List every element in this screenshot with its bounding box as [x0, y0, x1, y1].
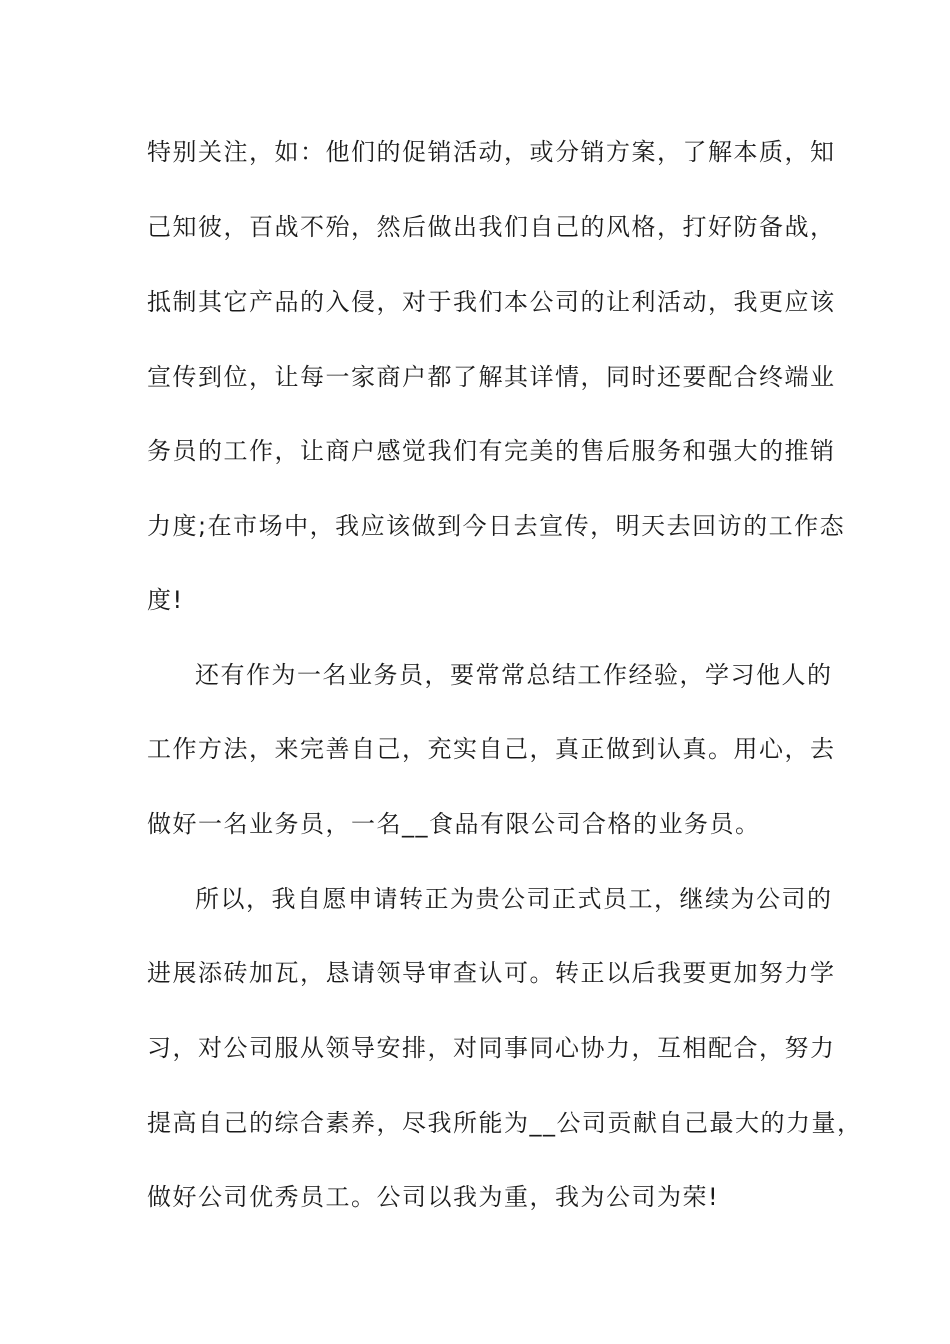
paragraph-3-line-3: 习，对公司服从领导安排，对同事同心协力，互相配合，努力 [147, 1034, 836, 1062]
paragraph-3-line-2: 进展添砖加瓦，恳请领导审查认可。转正以后我要更加努力学 [147, 959, 836, 987]
paragraph-3-line-1: 所以，我自愿申请转正为贵公司正式员工，继续为公司的 [195, 885, 833, 913]
paragraph-1-line-6: 力度;在市场中，我应该做到今日去宣传，明天去回访的工作态 [147, 512, 846, 540]
paragraph-2-line-2: 工作方法，来完善自己，充实自己，真正做到认真。用心，去 [147, 735, 836, 763]
paragraph-2-line-1: 还有作为一名业务员，要常常总结工作经验，学习他人的 [195, 661, 833, 689]
paragraph-2-line-3: 做好一名业务员，一名__食品有限公司合格的业务员。 [147, 810, 761, 838]
paragraph-3-line-4: 提高自己的综合素养，尽我所能为__公司贡献自己最大的力量， [147, 1109, 863, 1137]
paragraph-1-line-5: 务员的工作，让商户感觉我们有完美的售后服务和强大的推销 [147, 437, 836, 465]
paragraph-1-line-1: 特别关注，如：他们的促销活动，或分销方案，了解本质，知 [147, 138, 836, 166]
paragraph-1-line-7: 度! [147, 586, 184, 614]
paragraph-1-line-2: 己知彼，百战不殆，然后做出我们自己的风格，打好防备战， [147, 213, 836, 241]
paragraph-3-line-5: 做好公司优秀员工。公司以我为重，我为公司为荣! [147, 1183, 720, 1211]
paragraph-1-line-4: 宣传到位，让每一家商户都了解其详情，同时还要配合终端业 [147, 363, 836, 391]
paragraph-1-line-3: 抵制其它产品的入侵，对于我们本公司的让利活动，我更应该 [147, 288, 836, 316]
